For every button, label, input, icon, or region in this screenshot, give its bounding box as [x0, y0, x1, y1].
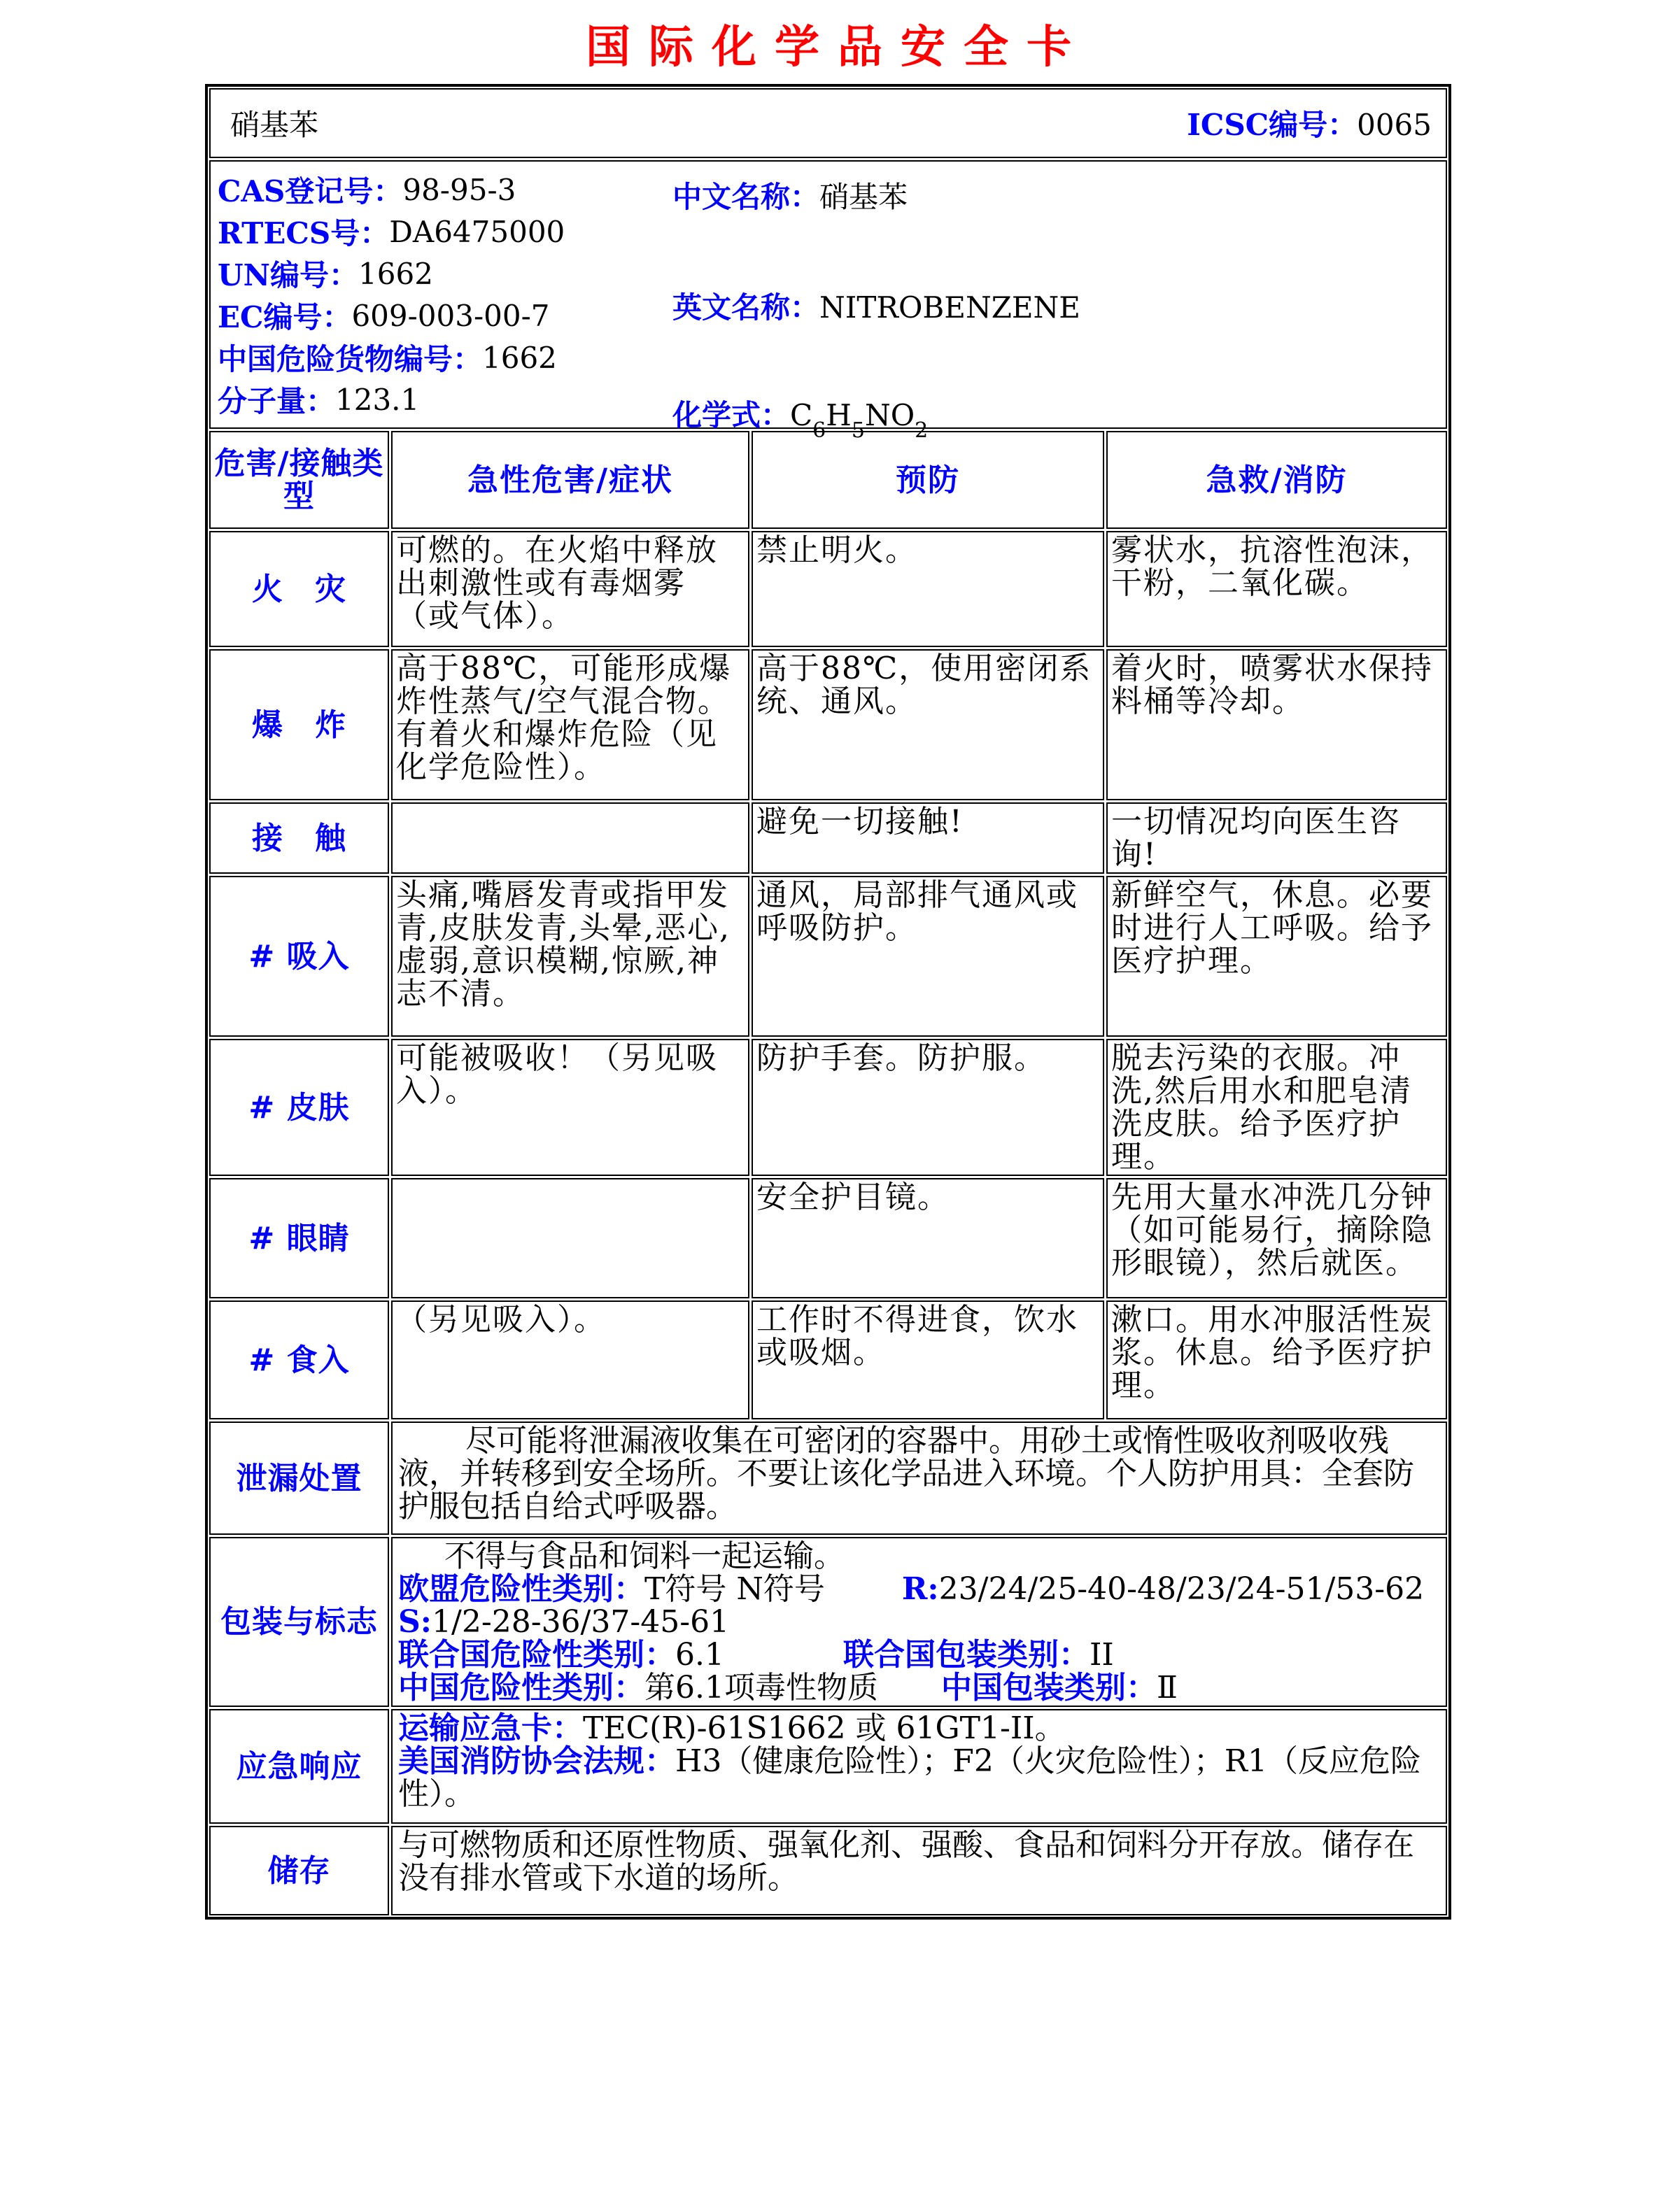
rtecs-value: DA6475000: [389, 214, 565, 249]
emergency-transport-line: [398, 1712, 1440, 1745]
info-row-rtecs: [218, 211, 1446, 253]
row-storage-text: 与可燃物质和还原性物质、强氧化剂、强酸、食品和饲料分开存放。储存在没有排水管或下水道的场所。: [391, 1826, 1447, 1915]
row-fire-firstaid: 雾状水，抗溶性泡沫，干粉，二氧化碳。: [1106, 531, 1447, 647]
table-row-spill: [209, 1422, 1447, 1535]
row-explosion-label: 爆 炸: [209, 649, 389, 800]
row-inhalation-prevention: 通风，局部排气通风或呼吸防护。: [752, 876, 1104, 1037]
table-row-emergency: [209, 1709, 1447, 1824]
row-eyes-prevention: 安全护目镜。: [752, 1178, 1104, 1298]
row-ingestion-prevention: 工作时不得进食，饮水或吸烟。: [752, 1300, 1104, 1419]
row-skin-prevention: 防护手套。防护服。: [752, 1039, 1104, 1176]
row-eyes-label: # 眼睛: [209, 1178, 389, 1298]
ec-label: EC编号：: [218, 300, 352, 334]
eu-class-label: 欧盟危险性类别：: [398, 1571, 644, 1607]
table-row-eyes: [209, 1178, 1447, 1298]
s-phrases-value: 1/2-28-36/37-45-61: [432, 1604, 730, 1640]
chinese-name-value: 硝基苯: [819, 180, 908, 214]
row-eyes-firstaid: 先用大量水冲洗几分钟（如可能易行，摘除隐形眼镜），然后就医。: [1106, 1178, 1447, 1298]
table-row-skin: [209, 1039, 1447, 1176]
english-name-label: 英文名称：: [672, 290, 820, 325]
row-fire-prevention: 禁止明火。: [752, 531, 1104, 647]
table-row-ingestion: [209, 1300, 1447, 1419]
cn-class-value: 第6.1项毒性物质: [644, 1670, 878, 1706]
cas-label: CAS登记号：: [218, 174, 403, 208]
transport-card-value: TEC(R)-61S1662 或 61GT1-II。: [583, 1710, 1066, 1746]
row-storage-label: 储存: [209, 1826, 389, 1915]
transport-card-label: 运输应急卡：: [398, 1710, 583, 1746]
identifiers-section: [209, 160, 1447, 444]
info-english-name: [672, 285, 1080, 327]
packaging-s-line: [398, 1605, 1440, 1638]
china-dg-label: 中国危险货物编号：: [218, 342, 483, 376]
row-ingestion-symptoms: （另见吸入）。: [391, 1300, 749, 1419]
un-class-label: 联合国危险性类别：: [398, 1637, 675, 1673]
row-packaging-label: 包装与标志: [209, 1537, 389, 1707]
page-title: 国际化学品安全卡: [586, 21, 1090, 73]
row-spill-text: 尽可能将泄漏液收集在可密闭的容器中。用砂土或惰性吸收剂吸收残液，并转移到安全场所。不要让该化学品进入环境。个人防护用具：全套防护服包括自给式呼吸器。: [391, 1422, 1447, 1535]
row-fire-symptoms: 可燃的。在火焰中释放出刺激性或有毒烟雾（或气体）。: [391, 531, 749, 647]
china-dg-value: 1662: [482, 340, 557, 375]
row-emergency-label: 应急响应: [209, 1709, 389, 1824]
cas-value: 98-95-3: [402, 172, 516, 207]
row-explosion-firstaid: 着火时，喷雾状水保持料桶等冷却。: [1106, 649, 1447, 800]
r-phrases-label: R:: [901, 1571, 939, 1607]
row-inhalation-firstaid: 新鲜空气，休息。必要时进行人工呼吸。给予医疗护理。: [1106, 876, 1447, 1037]
row-eyes-symptoms: [391, 1178, 749, 1298]
s-phrases-label: S:: [398, 1604, 432, 1640]
table-row-contact: [209, 802, 1447, 874]
chinese-name-label: 中文名称：: [672, 180, 820, 214]
col-header-hazard-type: 危害/接触类型: [209, 431, 389, 529]
row-ingestion-firstaid: 漱口。用水冲服活性炭浆。休息。给予医疗护理。: [1106, 1300, 1447, 1419]
packaging-un-line: [398, 1638, 1440, 1671]
r-phrases-value: 23/24/25-40-48/23/24-51/53-62: [938, 1571, 1425, 1607]
nfpa-label: 美国消防协会法规：: [398, 1743, 675, 1779]
info-row-china-dg: [218, 336, 1446, 378]
eu-class-value: T符号 N符号: [644, 1571, 825, 1607]
un-label: UN编号：: [218, 258, 359, 292]
row-contact-symptoms: [391, 802, 749, 874]
cn-pack-label: 中国包装类别：: [940, 1670, 1157, 1706]
row-skin-firstaid: 脱去污染的衣服。冲洗,然后用水和肥皂清洗皮肤。给予医疗护理。: [1106, 1039, 1447, 1176]
english-name-value: NITROBENZENE: [819, 290, 1080, 325]
substance-name: 硝基苯: [230, 108, 319, 142]
emergency-nfpa-line: [398, 1745, 1440, 1810]
row-explosion-prevention: 高于88℃，使用密闭系统、通风。: [752, 649, 1104, 800]
ec-value: 609-003-00-7: [351, 298, 550, 333]
molweight-label: 分子量：: [218, 384, 336, 418]
row-spill-label: 泄漏处置: [209, 1422, 389, 1535]
row-fire-label: 火 灾: [209, 531, 389, 647]
col-header-symptoms: 急性危害/症状: [391, 431, 749, 529]
col-header-prevention: 预防: [752, 431, 1104, 529]
formula-label: 化学式：: [672, 398, 791, 432]
row-contact-prevention: 避免一切接触!: [752, 802, 1104, 874]
icsc-number: [1187, 102, 1432, 144]
un-pack-label: 联合国包装类别：: [842, 1637, 1090, 1673]
row-packaging-content: [391, 1537, 1447, 1707]
table-row-storage: [209, 1826, 1447, 1915]
table-row-explosion: [209, 649, 1447, 800]
nfpa-value: H3（健康危险性）；F2（火灾危险性）；R1（反应危险性）。: [398, 1743, 1422, 1812]
table-row-inhalation: [209, 876, 1447, 1037]
icsc-label: ICSC编号：: [1187, 108, 1358, 142]
packaging-transport-note: 不得与食品和饲料一起运输。: [444, 1538, 845, 1574]
table-header-row: [209, 431, 1447, 529]
packaging-cn-line: [398, 1671, 1440, 1704]
un-value: 1662: [358, 256, 433, 291]
icsc-value: 0065: [1357, 108, 1432, 142]
packaging-eu-line: [398, 1573, 1440, 1605]
row-ingestion-label: # 食入: [209, 1300, 389, 1419]
cn-pack-value: Ⅱ: [1156, 1670, 1178, 1706]
row-contact-firstaid: 一切情况均向医生咨询!: [1106, 802, 1447, 874]
info-formula: [672, 392, 929, 444]
info-chinese-name: [672, 174, 908, 216]
row-explosion-symptoms: 高于88℃，可能形成爆炸性蒸气/空气混合物。有着火和爆炸危险（见化学危险性）。: [391, 649, 749, 800]
cn-class-label: 中国危险性类别：: [398, 1670, 644, 1706]
table-row-packaging: [209, 1537, 1447, 1707]
row-inhalation-label: # 吸入: [209, 876, 389, 1037]
un-pack-value: II: [1089, 1637, 1114, 1673]
row-skin-label: # 皮肤: [209, 1039, 389, 1176]
rtecs-label: RTECS号：: [218, 216, 390, 250]
row-inhalation-symptoms: 头痛,嘴唇发青或指甲发青,皮肤发青,头晕,恶心,虚弱,意识模糊,惊厥,神志不清。: [391, 876, 749, 1037]
molweight-value: 123.1: [335, 382, 420, 417]
card-header: [209, 88, 1447, 158]
col-header-firstaid: 急救/消防: [1106, 431, 1447, 529]
row-emergency-content: [391, 1709, 1447, 1824]
row-contact-label: 接 触: [209, 802, 389, 874]
table-row-fire: [209, 531, 1447, 647]
safety-card: [205, 84, 1451, 1920]
chemical-formula: $C_6H_5NO_2$: [790, 398, 929, 444]
row-skin-symptoms: 可能被吸收！（另见吸入）。: [391, 1039, 749, 1176]
un-class-value: 6.1: [675, 1637, 724, 1673]
